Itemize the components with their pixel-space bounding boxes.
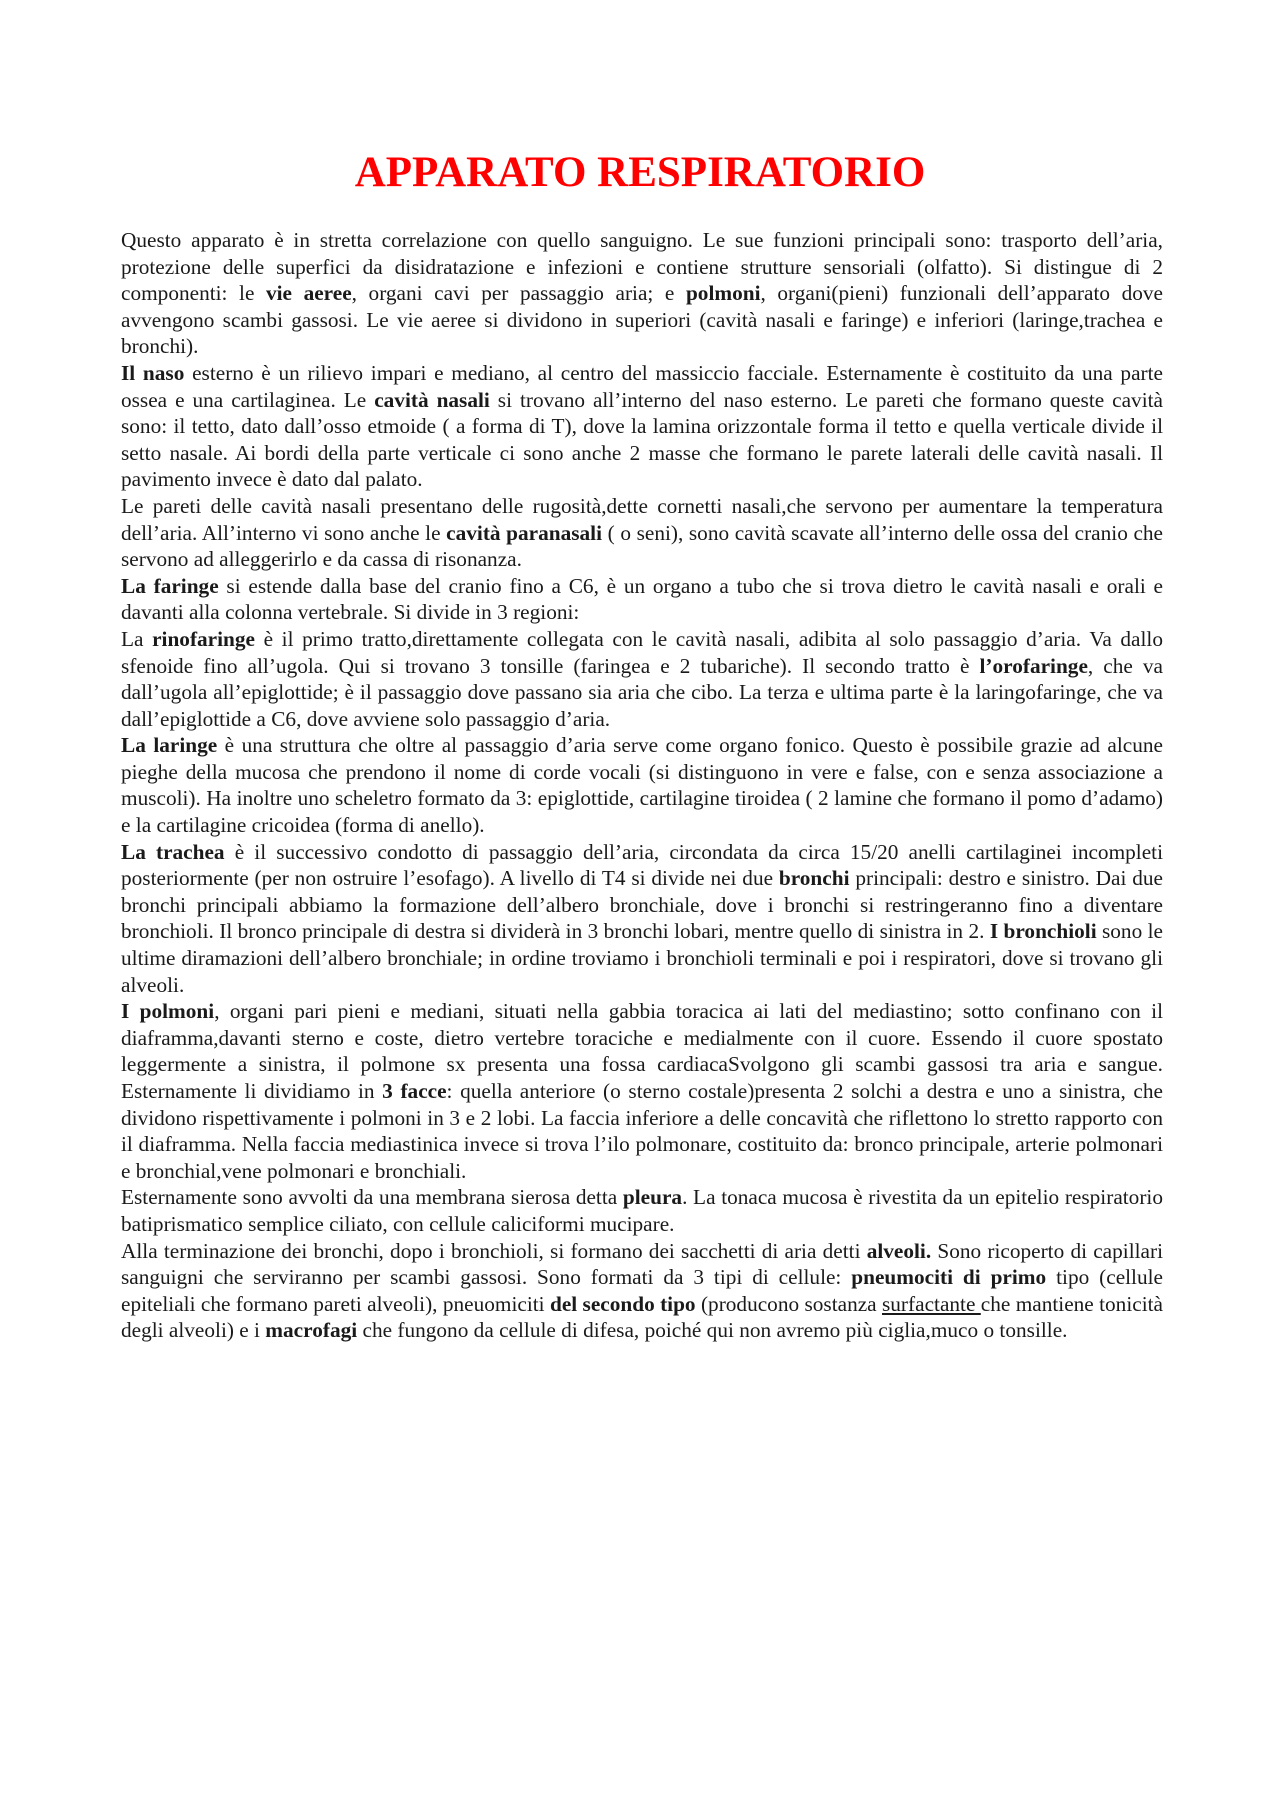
paragraph [121, 1238, 1163, 1344]
bold-term: I polmoni [121, 999, 215, 1024]
bold-term: pneumociti di primo [851, 1265, 1047, 1290]
text-run: si estende dalla base del cranio fino a C6, è un organo a tubo che si trova dietro le cavità nasali e orali e davanti alla colonna vertebrale. Si divide in 3 regioni: [121, 573, 1163, 625]
text-run: , che va dall’ugola all’epiglottide; è il passaggio dove passano sia aria che cibo. La terza e ultima parte è la laringofaringe, che va dall’epiglottide a C6, dove avviene solo passaggio d’aria. [121, 653, 1163, 731]
bold-term: macrofagi [265, 1318, 358, 1343]
paragraph [121, 998, 1163, 1184]
text-run: (producono sostanza [695, 1291, 882, 1316]
bold-term: La faringe [121, 573, 219, 598]
text-run: principali: destro e sinistro. Dai due bronchi principali abbiamo la formazione dell’albero bronchiale, dove i bronchi si restringeranno fino a diventare bronchioli. Il bronco principale di destra si dividerà in 3 bronchi lobari, mentre quello di sinistra in 2. [121, 866, 1164, 944]
paragraph [121, 626, 1163, 732]
paragraph [121, 732, 1163, 838]
bold-term: l’orofaringe [979, 653, 1088, 678]
bold-term: pleura [622, 1185, 683, 1210]
text-run: esterno è un rilievo impari e mediano, al centro del massiccio facciale. Esternamente è costituito da una parte ossea e una cartilaginea. Le [121, 360, 1163, 412]
text-run: Alla terminazione dei bronchi, dopo i bronchioli, si formano dei sacchetti di aria detti [121, 1238, 867, 1263]
bold-term: La trachea [121, 839, 225, 864]
text-run: è il primo tratto,direttamente collegata con le cavità nasali, adibita al solo passaggio d’aria. Va dallo sfenoide fino all’ugola. Qui si trovano 3 tonsille (faringea e 2 tubariche). Il secondo tratto è [121, 626, 1163, 678]
text-run: , organi(pieni) funzionali dell’apparato dove avvengono scambi gassosi. Le vie aeree si dividono in superiori (cavità nasali e faringe) e inferiori (laringe,trachea e bronchi). [121, 281, 1163, 359]
bold-term: cavità nasali [374, 387, 490, 412]
text-run: è il successivo condotto di passaggio dell’aria, circondata da circa 15/20 anelli cartilaginei incompleti posteriormente (per non ostruire l’esofago). A livello di T4 si divide nei due [121, 839, 1163, 891]
bold-term: rinofaringe [152, 626, 255, 651]
bold-term: vie aeree [265, 281, 352, 306]
bold-term: bronchi [778, 866, 850, 891]
bold-term: I bronchioli [989, 919, 1097, 944]
bold-term: alveoli. [866, 1238, 932, 1263]
document-body [121, 227, 1163, 1344]
text-run: , organi cavi per passaggio aria; e [351, 281, 686, 306]
paragraph [121, 573, 1163, 626]
text-run: La [121, 626, 153, 651]
text-run: ( o seni), sono cavità scavate all’interno delle ossa del cranio che servono ad alleggerirlo e da cassa di risonanza. [121, 520, 1163, 572]
bold-term: polmoni [685, 281, 761, 306]
paragraph [121, 493, 1163, 573]
bold-term: 3 facce [382, 1079, 447, 1103]
text-run: si trovano all’interno del naso esterno. Le pareti che formano queste cavità sono: il tetto, dato dall’osso etmoide ( a forma di T), dove la lamina orizzontale forma il tetto e quella verticale divide il setto nasale. Ai bordi della parte verticale ci sono anche 2 masse che formano le parete laterali delle cavità nasali. Il pavimento invece è dato dal palato. [121, 387, 1163, 492]
text-run: Esternamente sono avvolti da una membrana sierosa detta [121, 1185, 623, 1210]
text-run: è una struttura che oltre al passaggio d’aria serve come organo fonico. Questo è possibile grazie ad alcune pieghe della mucosa che prendono il nome di corde vocali (si distinguono in vere e false, con e senza associazione a muscoli). Ha inoltre uno scheletro formato da 3: epiglottide, cartilagine tiroidea ( 2 lamine che formano il pomo d’adamo) e la cartilagine cricoidea (forma di anello). [121, 733, 1164, 838]
text-run: sono le ultime diramazioni dell’albero bronchiale; in ordine troviamo i bronchioli terminali e poi i respiratori, dove si trovano gli alveoli. [121, 919, 1163, 997]
paragraph [121, 360, 1163, 493]
underlined-term: surfactante [882, 1291, 981, 1316]
text-run: . La tonaca mucosa è rivestita da un epitelio respiratorio batiprismatico semplice ciliato, con cellule caliciformi mucipare. [121, 1185, 1163, 1236]
text-run: : quella anteriore (o sterno costale)presenta 2 solchi a destra e uno a sinistra, che dividono rispettivamente i polmoni in 3 e 2 lobi. La faccia inferiore a delle concavità che riflettono lo stretto rapporto con il diaframma. Nella faccia mediastinica invece si trova l’ilo polmonare, costituito da: bronco principale, arterie polmonari e bronchial,vene polmonari e bronchiali. [121, 1079, 1163, 1183]
paragraph [121, 1184, 1163, 1237]
bold-term: cavità paranasali [446, 520, 603, 545]
text-run: tipo (cellule epiteliali che formano pareti alveoli), pneuomiciti [121, 1265, 1163, 1316]
text-run: che fungono da cellule di difesa, poiché qui non avremo più ciglia,muco o tonsille. [357, 1318, 1068, 1343]
text-run: Questo apparato è in stretta correlazione con quello sanguigno. Le sue funzioni principali sono: trasporto dell’aria, protezione delle superfici da disidratazione e infezioni e contiene strutture sensoriali (olfatto). Si distingue di 2 componenti: le [121, 228, 1163, 306]
paragraph [121, 227, 1163, 360]
text-run: Le pareti delle cavità nasali presentano delle rugosità,dette cornetti nasali,che servono per aumentare la temperatura dell’aria. All’interno vi sono anche le [121, 493, 1163, 545]
text-run: che mantiene tonicità degli alveoli) e i [121, 1291, 1163, 1343]
bold-term: Il naso [121, 360, 185, 385]
text-run: , organi pari pieni e mediani, situati nella gabbia toracica ai lati del mediastino; sotto confinano con il diaframma,davanti sterno e coste, dietro vertebre toraciche e medialmente con il cuore. Essendo il cuore spostato leggermente a sinistra, il polmone sx presenta una fossa cardiacaSvolgono gli scambi gassosi tra aria e sangue. Esternamente li dividiamo in [121, 999, 1163, 1103]
bold-term: del secondo tipo [549, 1291, 696, 1316]
bold-term: La laringe [121, 733, 218, 758]
page-title: APPARATO RESPIRATORIO [354, 149, 926, 196]
paragraph [121, 839, 1163, 999]
text-run: Sono ricoperto di capillari sanguigni che serviranno per scambi gassosi. Sono formati da 3 tipi di cellule: [121, 1238, 1163, 1290]
